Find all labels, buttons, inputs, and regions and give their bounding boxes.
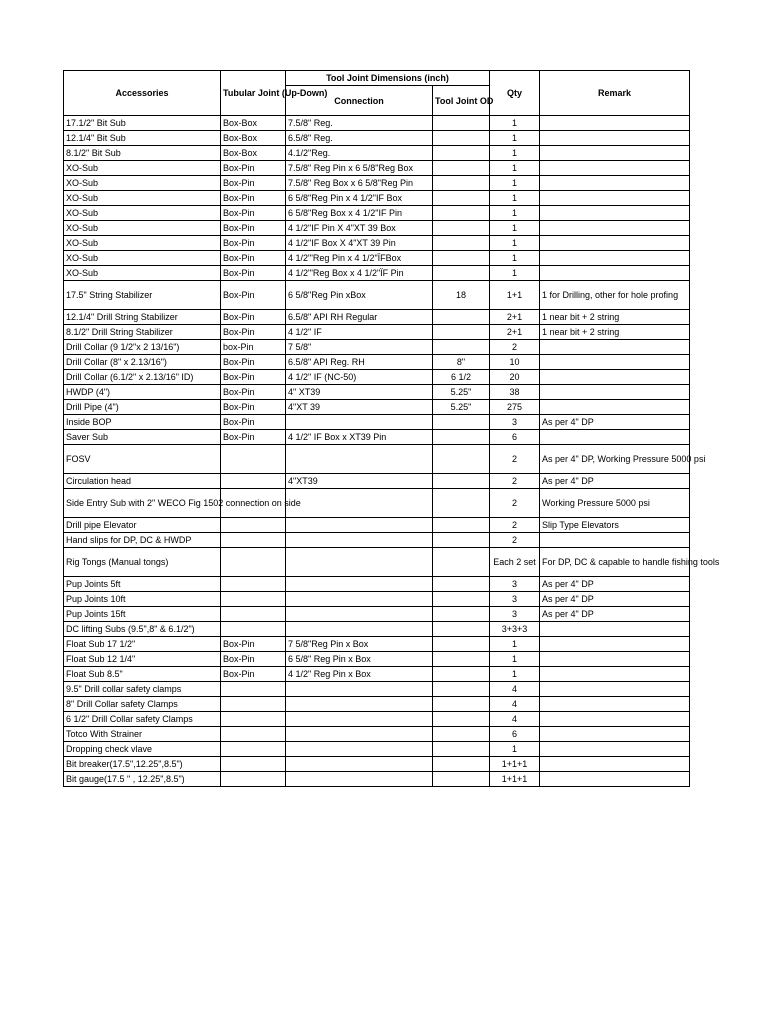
cell-tool-joint-od bbox=[433, 236, 490, 251]
cell-tool-joint-od bbox=[433, 727, 490, 742]
cell-accessories: XO-Sub bbox=[64, 221, 221, 236]
cell-qty: 2 bbox=[490, 533, 540, 548]
table-row bbox=[64, 116, 690, 131]
cell-accessories: XO-Sub bbox=[64, 266, 221, 281]
cell-accessories: 6 1/2" Drill Collar safety Clamps bbox=[64, 712, 221, 727]
table-row bbox=[64, 667, 690, 682]
cell-qty: 1+1 bbox=[490, 281, 540, 310]
cell-remark bbox=[540, 191, 690, 206]
cell-accessories: 12.1/4" Bit Sub bbox=[64, 131, 221, 146]
cell-connection: 6.5/8" API RH Regular bbox=[286, 310, 433, 325]
cell-tool-joint-od: 5.25" bbox=[433, 385, 490, 400]
table-row bbox=[64, 281, 690, 310]
cell-accessories: FOSV bbox=[64, 445, 221, 474]
cell-tubular-joint: Box-Pin bbox=[221, 355, 286, 370]
table-body bbox=[64, 116, 720, 787]
table-row bbox=[64, 742, 690, 757]
cell-qty: 20 bbox=[490, 370, 540, 385]
table-row bbox=[64, 146, 690, 161]
cell-remark bbox=[540, 727, 690, 742]
cell-connection bbox=[286, 489, 433, 518]
table-row bbox=[64, 236, 690, 251]
cell-tool-joint-od bbox=[433, 146, 490, 161]
cell-qty: 3+3+3 bbox=[490, 622, 540, 637]
cell-connection bbox=[286, 727, 433, 742]
cell-remark bbox=[540, 206, 690, 221]
cell-tool-joint-od: 6 1/2 bbox=[433, 370, 490, 385]
table-row bbox=[64, 592, 690, 607]
cell-remark bbox=[540, 697, 690, 712]
cell-accessories: Pup Joints 10ft bbox=[64, 592, 221, 607]
cell-connection: 7.5/8" Reg Box x 6 5/8"Reg Pin bbox=[286, 176, 433, 191]
cell-qty: 3 bbox=[490, 592, 540, 607]
cell-qty: 1 bbox=[490, 206, 540, 221]
cell-remark bbox=[540, 652, 690, 667]
cell-tubular-joint bbox=[221, 757, 286, 772]
cell-tool-joint-od bbox=[433, 474, 490, 489]
cell-tubular-joint: Box-Pin bbox=[221, 415, 286, 430]
cell-qty: 1 bbox=[490, 146, 540, 161]
cell-remark bbox=[540, 637, 690, 652]
cell-remark bbox=[540, 667, 690, 682]
table-row bbox=[64, 415, 690, 430]
header-tool-joint-dimensions: Tool Joint Dimensions (inch) bbox=[286, 71, 490, 86]
cell-tool-joint-od bbox=[433, 682, 490, 697]
cell-qty: 1 bbox=[490, 116, 540, 131]
table-row bbox=[64, 340, 690, 355]
table-row bbox=[64, 772, 690, 787]
header-connection: Connection bbox=[286, 86, 433, 116]
cell-qty: 1 bbox=[490, 667, 540, 682]
cell-qty: 2+1 bbox=[490, 310, 540, 325]
cell-tubular-joint: Box-Pin bbox=[221, 206, 286, 221]
cell-tubular-joint bbox=[221, 772, 286, 787]
cell-connection: 4 1/2" Reg Pin x Box bbox=[286, 667, 433, 682]
header-tubular-joint: Tubular Joint (Up-Down) bbox=[221, 71, 286, 116]
cell-tubular-joint bbox=[221, 622, 286, 637]
cell-accessories: XO-Sub bbox=[64, 236, 221, 251]
cell-tool-joint-od bbox=[433, 251, 490, 266]
cell-tubular-joint: Box-Pin bbox=[221, 637, 286, 652]
cell-connection: 6 5/8"Reg Pin x 4 1/2"IF Box bbox=[286, 191, 433, 206]
cell-connection bbox=[286, 757, 433, 772]
table-row bbox=[64, 206, 690, 221]
cell-remark: For DP, DC & capable to handle fishing tools bbox=[540, 548, 690, 577]
cell-connection: 4" XT39 bbox=[286, 385, 433, 400]
table-row bbox=[64, 131, 690, 146]
cell-accessories: Drill Pipe (4") bbox=[64, 400, 221, 415]
cell-tool-joint-od bbox=[433, 518, 490, 533]
cell-tool-joint-od bbox=[433, 772, 490, 787]
cell-tool-joint-od bbox=[433, 548, 490, 577]
cell-connection: 7.5/8" Reg Pin x 6 5/8"Reg Box bbox=[286, 161, 433, 176]
cell-accessories: Float Sub 12 1/4" bbox=[64, 652, 221, 667]
cell-connection: 7 5/8" bbox=[286, 340, 433, 355]
cell-tubular-joint: Box-Box bbox=[221, 116, 286, 131]
table-row bbox=[64, 385, 690, 400]
header-remark: Remark bbox=[540, 71, 690, 116]
cell-remark bbox=[540, 682, 690, 697]
cell-tubular-joint: Box-Pin bbox=[221, 325, 286, 340]
table-row bbox=[64, 355, 690, 370]
cell-connection bbox=[286, 682, 433, 697]
table-row bbox=[64, 251, 690, 266]
cell-tool-joint-od bbox=[433, 161, 490, 176]
cell-qty: 6 bbox=[490, 430, 540, 445]
cell-qty: 4 bbox=[490, 712, 540, 727]
table-row bbox=[64, 637, 690, 652]
cell-tubular-joint: Box-Pin bbox=[221, 236, 286, 251]
table-row bbox=[64, 548, 690, 577]
cell-tool-joint-od bbox=[433, 622, 490, 637]
cell-accessories: XO-Sub bbox=[64, 206, 221, 221]
cell-tubular-joint: Box-Pin bbox=[221, 400, 286, 415]
cell-tubular-joint: Box-Pin bbox=[221, 161, 286, 176]
cell-qty: 38 bbox=[490, 385, 540, 400]
table-row bbox=[64, 697, 690, 712]
cell-tubular-joint bbox=[221, 445, 286, 474]
cell-qty: 2 bbox=[490, 474, 540, 489]
cell-remark bbox=[540, 131, 690, 146]
table-row bbox=[64, 652, 690, 667]
cell-tool-joint-od bbox=[433, 533, 490, 548]
cell-remark: Working Pressure 5000 psi bbox=[540, 489, 690, 518]
cell-connection bbox=[286, 445, 433, 474]
cell-tubular-joint bbox=[221, 518, 286, 533]
cell-tubular-joint bbox=[221, 742, 286, 757]
cell-connection bbox=[286, 415, 433, 430]
cell-accessories: HWDP (4") bbox=[64, 385, 221, 400]
cell-qty: 3 bbox=[490, 577, 540, 592]
cell-tubular-joint: Box-Pin bbox=[221, 370, 286, 385]
cell-connection: 4 1/2" IF (NC-50) bbox=[286, 370, 433, 385]
cell-connection: 4 1/2" IF Box x XT39 Pin bbox=[286, 430, 433, 445]
cell-accessories: XO-Sub bbox=[64, 176, 221, 191]
cell-accessories: 12.1/4" Drill String Stabilizer bbox=[64, 310, 221, 325]
cell-accessories: XO-Sub bbox=[64, 161, 221, 176]
cell-connection: 4.1/2"Reg. bbox=[286, 146, 433, 161]
cell-qty: 2+1 bbox=[490, 325, 540, 340]
cell-remark: As per 4" DP bbox=[540, 474, 690, 489]
table-row bbox=[64, 445, 690, 474]
cell-remark: 1 near bit + 2 string bbox=[540, 310, 690, 325]
cell-accessories: Drill Collar (8" x 2.13/16") bbox=[64, 355, 221, 370]
cell-remark: As per 4" DP bbox=[540, 415, 690, 430]
cell-qty: 4 bbox=[490, 697, 540, 712]
cell-tool-joint-od bbox=[433, 430, 490, 445]
cell-qty: 2 bbox=[490, 489, 540, 518]
cell-qty: 1 bbox=[490, 236, 540, 251]
cell-qty: Each 2 set bbox=[490, 548, 540, 577]
cell-connection bbox=[286, 622, 433, 637]
cell-accessories: Drill pipe Elevator bbox=[64, 518, 221, 533]
cell-tubular-joint: Box-Pin bbox=[221, 221, 286, 236]
cell-qty: 3 bbox=[490, 607, 540, 622]
cell-tubular-joint: Box-Pin bbox=[221, 430, 286, 445]
cell-remark: 1 near bit + 2 string bbox=[540, 325, 690, 340]
cell-connection: 4 1/2" IF bbox=[286, 325, 433, 340]
cell-tool-joint-od bbox=[433, 415, 490, 430]
cell-connection: 4 1/2"'Reg Pin x 4 1/2"ÏFBox bbox=[286, 251, 433, 266]
cell-tool-joint-od bbox=[433, 131, 490, 146]
cell-remark bbox=[540, 622, 690, 637]
cell-tubular-joint bbox=[221, 592, 286, 607]
cell-qty: 1 bbox=[490, 221, 540, 236]
cell-qty: 2 bbox=[490, 445, 540, 474]
cell-accessories: Hand slips for DP, DC & HWDP bbox=[64, 533, 221, 548]
cell-tool-joint-od bbox=[433, 697, 490, 712]
cell-tubular-joint bbox=[221, 712, 286, 727]
cell-qty: 1 bbox=[490, 251, 540, 266]
cell-remark bbox=[540, 385, 690, 400]
cell-tubular-joint bbox=[221, 474, 286, 489]
cell-accessories: Saver Sub bbox=[64, 430, 221, 445]
cell-connection: 6 5/8" Reg Pin x Box bbox=[286, 652, 433, 667]
cell-tool-joint-od bbox=[433, 652, 490, 667]
table-row bbox=[64, 370, 690, 385]
table-row bbox=[64, 727, 690, 742]
cell-tubular-joint: Box-Box bbox=[221, 131, 286, 146]
cell-qty: 1 bbox=[490, 637, 540, 652]
cell-remark bbox=[540, 712, 690, 727]
cell-remark: Slip Type Elevators bbox=[540, 518, 690, 533]
cell-connection: 7 5/8"Reg Pin x Box bbox=[286, 637, 433, 652]
cell-tubular-joint bbox=[221, 682, 286, 697]
cell-remark bbox=[540, 266, 690, 281]
cell-tool-joint-od bbox=[433, 340, 490, 355]
cell-connection bbox=[286, 592, 433, 607]
cell-accessories: Inside BOP bbox=[64, 415, 221, 430]
cell-qty: 1 bbox=[490, 742, 540, 757]
cell-tool-joint-od bbox=[433, 607, 490, 622]
cell-tool-joint-od: 5.25" bbox=[433, 400, 490, 415]
cell-connection bbox=[286, 548, 433, 577]
cell-connection bbox=[286, 742, 433, 757]
cell-tool-joint-od: 18 bbox=[433, 281, 490, 310]
cell-qty: 1 bbox=[490, 652, 540, 667]
cell-remark bbox=[540, 430, 690, 445]
cell-tool-joint-od bbox=[433, 221, 490, 236]
cell-connection: 4 1/2"'Reg Box x 4 1/2"ÏF Pin bbox=[286, 266, 433, 281]
cell-connection bbox=[286, 607, 433, 622]
cell-remark bbox=[540, 757, 690, 772]
cell-tubular-joint bbox=[221, 533, 286, 548]
cell-remark: As per 4" DP bbox=[540, 577, 690, 592]
cell-connection: 6.5/8" Reg. bbox=[286, 131, 433, 146]
cell-remark bbox=[540, 370, 690, 385]
cell-connection: 6.5/8" API Reg. RH bbox=[286, 355, 433, 370]
cell-qty: 1 bbox=[490, 191, 540, 206]
cell-accessories: Drill Collar (6.1/2" x 2.13/16" ID) bbox=[64, 370, 221, 385]
cell-qty: 1 bbox=[490, 266, 540, 281]
cell-qty: 2 bbox=[490, 340, 540, 355]
cell-connection: 4 1/2"IF Pin X 4"XT 39 Box bbox=[286, 221, 433, 236]
cell-tubular-joint bbox=[221, 727, 286, 742]
cell-tool-joint-od bbox=[433, 577, 490, 592]
cell-accessories: XO-Sub bbox=[64, 191, 221, 206]
table-row bbox=[64, 430, 690, 445]
cell-tool-joint-od bbox=[433, 206, 490, 221]
cell-tubular-joint: Box-Pin bbox=[221, 176, 286, 191]
cell-tool-joint-od bbox=[433, 116, 490, 131]
cell-accessories: Float Sub 17 1/2" bbox=[64, 637, 221, 652]
header-tool-joint-od: Tool Joint OD bbox=[433, 86, 490, 116]
cell-connection bbox=[286, 697, 433, 712]
cell-accessories: 8.1/2" Drill String Stabilizer bbox=[64, 325, 221, 340]
cell-tubular-joint: Box-Pin bbox=[221, 266, 286, 281]
cell-remark: 1 for Drilling, other for hole profing bbox=[540, 281, 690, 310]
table-row bbox=[64, 577, 690, 592]
cell-connection bbox=[286, 577, 433, 592]
cell-accessories: Pup Joints 5ft bbox=[64, 577, 221, 592]
header-qty: Qty bbox=[490, 71, 540, 116]
cell-remark bbox=[540, 251, 690, 266]
cell-connection bbox=[286, 518, 433, 533]
cell-accessories: 17.5" String Stabilizer bbox=[64, 281, 221, 310]
cell-remark bbox=[540, 340, 690, 355]
cell-qty: 1+1+1 bbox=[490, 772, 540, 787]
cell-tubular-joint bbox=[221, 577, 286, 592]
table-row bbox=[64, 176, 690, 191]
cell-accessories: Totco With Strainer bbox=[64, 727, 221, 742]
cell-connection bbox=[286, 712, 433, 727]
cell-tool-joint-od bbox=[433, 712, 490, 727]
cell-tool-joint-od: 8" bbox=[433, 355, 490, 370]
cell-remark: As per 4" DP bbox=[540, 607, 690, 622]
cell-accessories: Float Sub 8.5" bbox=[64, 667, 221, 682]
cell-tool-joint-od bbox=[433, 757, 490, 772]
cell-connection: 4 1/2"IF Box X 4"XT 39 Pin bbox=[286, 236, 433, 251]
cell-accessories: 9.5" Drill collar safety clamps bbox=[64, 682, 221, 697]
accessories-table bbox=[63, 70, 720, 787]
cell-accessories: Rig Tongs (Manual tongs) bbox=[64, 548, 221, 577]
cell-connection: 4"XT 39 bbox=[286, 400, 433, 415]
table-row bbox=[64, 325, 690, 340]
cell-accessories: 8" Drill Collar safety Clamps bbox=[64, 697, 221, 712]
cell-accessories: Dropping check vlave bbox=[64, 742, 221, 757]
table-row bbox=[64, 518, 690, 533]
cell-tool-joint-od bbox=[433, 445, 490, 474]
cell-accessories: Drill Collar (9 1/2"x 2 13/16") bbox=[64, 340, 221, 355]
cell-connection bbox=[286, 772, 433, 787]
table-row bbox=[64, 533, 690, 548]
cell-remark bbox=[540, 176, 690, 191]
cell-accessories: 17.1/2" Bit Sub bbox=[64, 116, 221, 131]
cell-remark bbox=[540, 221, 690, 236]
cell-remark bbox=[540, 772, 690, 787]
cell-tool-joint-od bbox=[433, 191, 490, 206]
table-row bbox=[64, 474, 690, 489]
table-row bbox=[64, 191, 690, 206]
cell-qty: 4 bbox=[490, 682, 540, 697]
cell-tool-joint-od bbox=[433, 637, 490, 652]
cell-tool-joint-od bbox=[433, 489, 490, 518]
cell-connection: 7.5/8" Reg. bbox=[286, 116, 433, 131]
table-row bbox=[64, 489, 690, 518]
cell-connection: 6 5/8"Reg Box x 4 1/2"IF Pin bbox=[286, 206, 433, 221]
cell-accessories: 8.1/2" Bit Sub bbox=[64, 146, 221, 161]
cell-tool-joint-od bbox=[433, 266, 490, 281]
cell-tool-joint-od bbox=[433, 592, 490, 607]
cell-tubular-joint bbox=[221, 607, 286, 622]
cell-remark bbox=[540, 116, 690, 131]
cell-tool-joint-od bbox=[433, 667, 490, 682]
table-row bbox=[64, 682, 690, 697]
cell-remark bbox=[540, 533, 690, 548]
table-row bbox=[64, 221, 690, 236]
cell-accessories: Bit gauge(17.5 " , 12.25",8.5") bbox=[64, 772, 221, 787]
cell-remark bbox=[540, 236, 690, 251]
table-row bbox=[64, 757, 690, 772]
cell-accessories: XO-Sub bbox=[64, 251, 221, 266]
cell-remark bbox=[540, 355, 690, 370]
table-row bbox=[64, 161, 690, 176]
cell-tool-joint-od bbox=[433, 742, 490, 757]
cell-tubular-joint: Box-Box bbox=[221, 146, 286, 161]
cell-qty: 6 bbox=[490, 727, 540, 742]
cell-tubular-joint: Box-Pin bbox=[221, 667, 286, 682]
cell-tubular-joint: Box-Pin bbox=[221, 251, 286, 266]
cell-tubular-joint bbox=[221, 697, 286, 712]
cell-remark: As per 4" DP, Working Pressure 5000 psi bbox=[540, 445, 690, 474]
cell-accessories: Circulation head bbox=[64, 474, 221, 489]
cell-qty: 1+1+1 bbox=[490, 757, 540, 772]
table-row bbox=[64, 607, 690, 622]
cell-tool-joint-od bbox=[433, 176, 490, 191]
cell-accessories: Bit breaker(17.5",12.25",8.5") bbox=[64, 757, 221, 772]
cell-remark bbox=[540, 161, 690, 176]
cell-accessories: Side Entry Sub with 2" WECO Fig 1502 connection on side bbox=[64, 489, 221, 518]
cell-tubular-joint: Box-Pin bbox=[221, 385, 286, 400]
cell-tool-joint-od bbox=[433, 310, 490, 325]
cell-tubular-joint: Box-Pin bbox=[221, 310, 286, 325]
cell-qty: 1 bbox=[490, 161, 540, 176]
cell-tubular-joint: Box-Pin bbox=[221, 191, 286, 206]
header-accessories: Accessories bbox=[64, 71, 221, 116]
table-row bbox=[64, 712, 690, 727]
table-row bbox=[64, 400, 690, 415]
cell-connection: 4"XT39 bbox=[286, 474, 433, 489]
cell-remark: As per 4" DP bbox=[540, 592, 690, 607]
cell-connection: 6 5/8"Reg Pin xBox bbox=[286, 281, 433, 310]
table-row bbox=[64, 622, 690, 637]
cell-tubular-joint: Box-Pin bbox=[221, 652, 286, 667]
cell-qty: 1 bbox=[490, 176, 540, 191]
table-row bbox=[64, 266, 690, 281]
cell-qty: 275 bbox=[490, 400, 540, 415]
cell-qty: 1 bbox=[490, 131, 540, 146]
cell-remark bbox=[540, 146, 690, 161]
cell-accessories: DC lifting Subs (9.5",8" & 6.1/2") bbox=[64, 622, 221, 637]
header-row-1 bbox=[64, 71, 690, 86]
cell-qty: 2 bbox=[490, 518, 540, 533]
cell-qty: 3 bbox=[490, 415, 540, 430]
cell-tool-joint-od bbox=[433, 325, 490, 340]
cell-tubular-joint bbox=[221, 548, 286, 577]
cell-accessories: Pup Joints 15ft bbox=[64, 607, 221, 622]
cell-tubular-joint: box-Pin bbox=[221, 340, 286, 355]
cell-qty: 10 bbox=[490, 355, 540, 370]
table-row bbox=[64, 310, 690, 325]
cell-connection bbox=[286, 533, 433, 548]
cell-tubular-joint: Box-Pin bbox=[221, 281, 286, 310]
cell-remark bbox=[540, 742, 690, 757]
cell-remark bbox=[540, 400, 690, 415]
